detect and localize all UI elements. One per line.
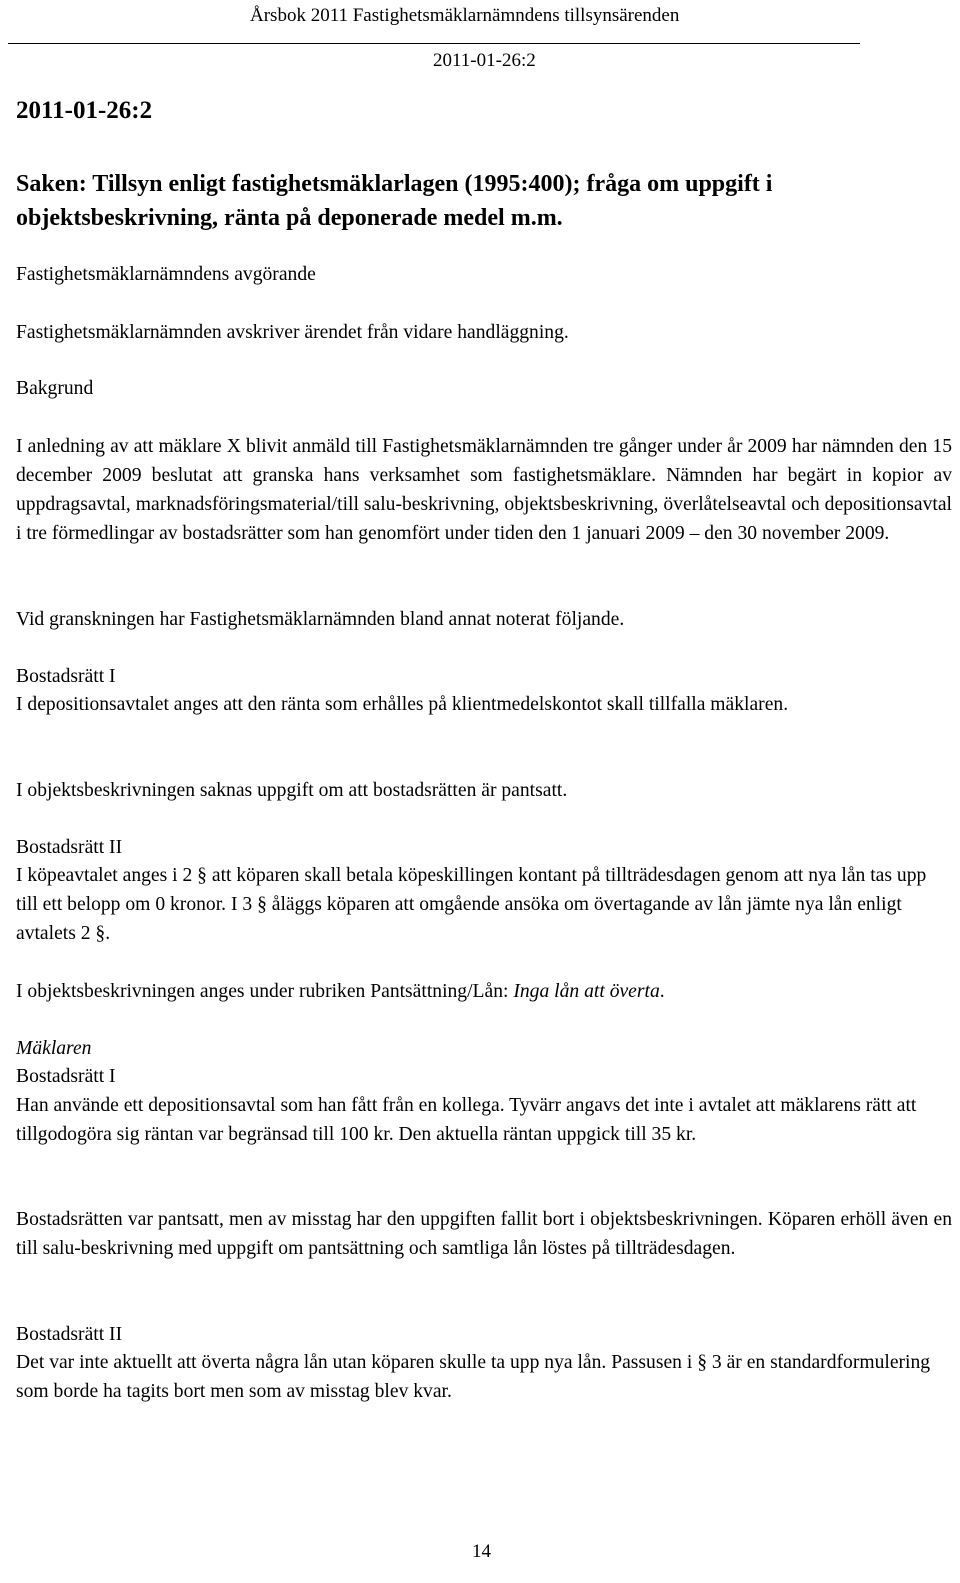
broker-heading-text: Mäklaren <box>16 1038 92 1059</box>
broker-br1-heading: Bostadsrätt I <box>16 1066 116 1087</box>
running-header-title: Årsbok 2011 Fastighetsmäklarnämndens tillsynsärenden <box>250 5 680 26</box>
br1-paragraph: I depositionsavtalet anges att den ränta som erhålles på klientmedelskontot skall tillfalla mäklaren. <box>16 694 789 715</box>
review-intro: Vid granskningen har Fastighetsmäklarnämnden bland annat noterat följande. <box>16 609 625 630</box>
br2-paragraph-2-italic: Inga lån att överta <box>513 981 660 1002</box>
br2-paragraph: I köpeavtalet anges i 2 § att köparen skall betala köpeskillingen kontant på tillträdesdagen genom att nya lån tas upp till ett belopp om 0 kronor. I 3 § åläggs köparen att omgående ansöka om övertagande av lån jämte nya lån enligt avtalets 2 §. <box>16 865 927 944</box>
br2-paragraph-2 <box>16 977 952 1006</box>
broker-br1-paragraph: Han använde ett depositionsavtal som han fått från en kollega. Tyvärr angavs det inte i avtalet att mäklarens rätt att tillgodogöra sig räntan var begränsad till 100 kr. Den aktuella räntan uppgick till 35 kr. <box>16 1095 917 1145</box>
case-number-heading: 2011-01-26:2 <box>16 97 153 124</box>
br2-paragraph-2-text: I objektsbeskrivningen anges under rubriken Pantsättning/Lån: <box>16 981 514 1002</box>
background-paragraph: I anledning av att mäklare X blivit anmäld till Fastighetsmäklarnämnden tre gånger under år 2009 har nämnden den 15 december 2009 beslutat att granska hans verksamhet som fastighetsmäklare. Nämnden har begärt in kopior av uppdragsavtal, marknadsföringsmaterial/till salu-beskrivning, objektsbeskrivning, överlåtelseavtal och depositionsavtal i tre förmedlingar av bostadsrätter som han genomfört under tiden den 1 januari 2009 – den 30 november 2009. <box>16 436 952 544</box>
br2-heading: Bostadsrätt II <box>16 837 123 858</box>
br1-heading: Bostadsrätt I <box>16 666 116 687</box>
decision-text: Fastighetsmäklarnämnden avskriver ärendet från vidare handläggning. <box>16 322 569 343</box>
page-number: 14 <box>472 1541 491 1562</box>
br1-paragraph-2: I objektsbeskrivningen saknas uppgift om att bostadsrätten är pantsatt. <box>16 780 568 801</box>
background-heading: Bakgrund <box>16 378 94 399</box>
running-header-case-code: 2011-01-26:2 <box>433 50 536 71</box>
broker-br2-heading: Bostadsrätt II <box>16 1324 123 1345</box>
broker-heading <box>16 1034 952 1063</box>
decision-heading: Fastighetsmäklarnämndens avgörande <box>16 264 316 285</box>
br2-paragraph-2-end: . <box>659 981 665 1002</box>
broker-br2-paragraph: Det var inte aktuellt att överta några lån utan köparen skulle ta upp nya lån. Passusen i § 3 är en standardformulering som borde ha tagits bort men som av misstag blev kvar. <box>16 1352 931 1402</box>
broker-br1-paragraph-2: Bostadsrätten var pantsatt, men av misstag har den uppgiften fallit bort i objektsbeskrivningen. Köparen erhöll även en till salu-beskrivning med uppgift om pantsättning och samtliga lån löstes på tillträdesdagen. <box>16 1209 952 1259</box>
case-subject-heading: Saken: Tillsyn enligt fastighetsmäklarlagen (1995:400); fråga om uppgift i objektsbeskrivning, ränta på deponerade medel m.m. <box>16 171 773 231</box>
header-rule <box>8 43 860 44</box>
